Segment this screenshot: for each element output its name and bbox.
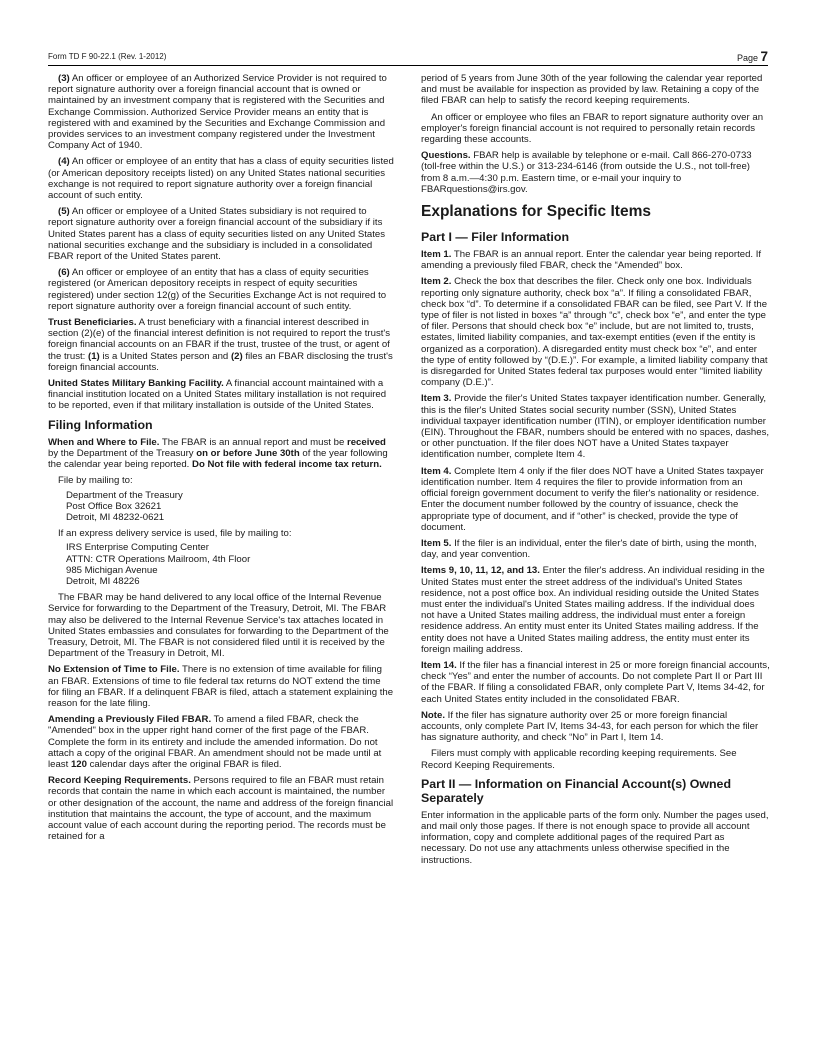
page-header (48, 49, 768, 66)
paragraph-trust-beneficiaries: Trust Beneficiaries. A trust beneficiary with a financial interest described in section (2)(e) of the financial interest definition is not required to report the trust's foreign financial accounts on an FBAR if the trust, trustee of the trust, or agent of the trust: (1) is a United States person and (2) files an FBAR disclosing the trust's foreign financial accounts. (48, 317, 393, 373)
paragraph-exemption-6: (6) An officer or employee of an entity that has a class of equity securities registered (or American depository receipts in respect of equity securities registered) under section 12(g) of the Securities Exchange Act is not required to report signature authority over a foreign financial account of such entity. (48, 267, 387, 312)
paragraph-item-4: Item 4. Complete Item 4 only if the filer does NOT have a United States taxpayer identification number. Item 4 requires the filer to provide information from an official foreign government document to verify the filer's nationality or residence. Enter the document number followed by the country of issuance, check the appropriate type of document, and if “other” is checked, provide the type of document. (421, 465, 764, 533)
paragraph-filers-comply: Filers must comply with applicable recording keeping requirements. See Record Keeping Requirements. (421, 748, 737, 771)
right-column (421, 73, 770, 871)
page-number: Page 7 (736, 49, 768, 64)
paragraph-authorized-service-provider: (3) An officer or employee of an Authorized Service Provider is not required to report signature authority over a foreign financial account that is owned or maintained by an investment company that is registered with the Securities and Exchange Commission. Authorized Service Provider means an entity that is registered with and examined by the Securities and Exchange Commission and provides services to an investment company registered under the Investment Company Act of 1940. (48, 73, 387, 152)
paragraph-item-1: Item 1. The FBAR is an annual report. Enter the calendar year being reported. If amending a previously filed FBAR, check the “Amended” box. (421, 249, 762, 272)
paragraph-no-extension: No Extension of Time to File. There is no extension of time available for filing an FBAR. Extensions of time to file federal tax returns do NOT extend the time for filing an FBAR. If a delinquent FBAR is filed, attach a statement explaining the reason for the late filing. (48, 664, 394, 709)
paragraph-item-3: Item 3. Provide the filer's United States taxpayer identification number. Generally, this is the filer's United States social security number (SSN), United States individual taxpayer identification number (ITIN), or employer identification number (EIN). Throughout the FBAR, numbers should be entered with no spaces, dashes, or other punctuation. If the filer does NOT have a United States taxpayer identification number, complete Item 4. (421, 393, 770, 461)
mail-intro: File by mailing to: (58, 475, 133, 487)
paragraph-record-keeping: Record Keeping Requirements. Persons required to file an FBAR must retain records that contain the name in which each account is maintained, the number or other designation of the account, the name and address of the foreign financial institution that maintains the account, the type of account, and the maximum account value of each account during the reporting period. The records must be retained for a (48, 775, 394, 843)
paragraph-exemption-4: (4) An officer or employee of an entity that has a class of equity securities listed (or American depository receipts listed) on any United States national securities exchange is not required to report signature authority over a foreign financial account of such entity. (48, 156, 394, 202)
paragraph-exemption-5: (5) An officer or employee of a United States subsidiary is not required to report signature authority over a foreign financial account of the subsidiary if its United States parent has a class of equity securities listed on any United States national securities exchange and the subsidiary is included in a consolidated FBAR report of the United States parent. (48, 206, 386, 263)
paragraph-questions: Questions. FBAR help is available by telephone or e-mail. Call 866-270-0733 (toll-free within the U.S.) or 313-234-6146 (from outside the U.S., not toll-free) from 8 a.m.—4:30 p.m. Eastern time, or e-mail your inquiry to FBARquestions@irs.gov. (421, 150, 752, 195)
paragraph-record-keeping-continued: period of 5 years from June 30th of the year following the calendar year reported and must be available for inspection as provided by law. Retaining a copy of the filed FBAR can help to satisfy the record keeping requirements. (421, 73, 763, 107)
form-identifier: Form TD F 90-22.1 (Rev. 1-2012) (48, 52, 167, 61)
filing-information-heading: Filing Information (48, 417, 153, 432)
left-column (48, 73, 394, 847)
express-delivery-address: IRS Enterprise Computing Center ATTN: CTR Operations Mailroom, 4th Floor 985 Michigan Avenue Detroit, MI 48226 (66, 542, 251, 587)
treasury-mailing-address: Department of the Treasury Post Office Box 32621 Detroit, MI 48232-0621 (66, 489, 183, 523)
paragraph-hand-delivery: The FBAR may be hand delivered to any local office of the Internal Revenue Service for forwarding to the Department of the Treasury, Detroit, MI. The FBAR may also be delivered to the Internal Revenue Service's tax attaches located in United States embassies and consulates for forwarding to the Department of the Treasury, Detroit, MI. The FBAR is not considered filed until it is received by the Department of the Treasury in Detroit, MI. (48, 592, 389, 660)
paragraph-part-2: Enter information in the applicable parts of the form only. Number the pages used, and mail only those pages. If there is not enough space to provide all account information, copy and complete additional pages of the required Part as necessary. Do not use any attachments unless otherwise specified in the instructions. (421, 809, 769, 866)
paragraph-amending-fbar: Amending a Previously Filed FBAR. To amend a filed FBAR, check the "Amended" box in the upper right hand corner of the first page of the FBAR. Complete the form in its entirety and include the amended information. Do not attach a copy of the original FBAR. An amendment should not be made until at least 120 calendar days after the original FBAR is filed. (48, 714, 382, 770)
explanations-heading: Explanations for Specific Items (421, 203, 651, 221)
paragraph-item-2: Item 2. Check the box that describes the filer. Check only one box. Individuals reporting only signature authority, check box “a”. If filing a consolidated FBAR, check box “d”. To determine if a consolidated FBAR can be filed, see Part V. If the type of filer is not listed in boxes “a” through “c”, check box “e”, and enter the type of filer. Persons that should check box “e” include, but are not limited to, trusts, estates, limited liability companies, and tax-exempt entities (even if the entity is organized as a corporation). A disregarded entity must check box “e”, and enter the type of entity followed by “(D.E.)”. For example, a limited liability company that is disregarded for United States federal tax purposes would enter “limited liability company (D.E.)”. (421, 276, 768, 389)
paragraph-item-5: Item 5. If the filer is an individual, enter the filer's date of birth, using the month, day, and year convention. (421, 537, 757, 561)
paragraph-item-14: Item 14. If the filer has a financial interest in 25 or more foreign financial accounts, check “Yes” and enter the number of accounts. Do not complete Part II or Part III of the FBAR. If filing a consolidated FBAR, only complete Part V, Items 34-42, for each United States entity included in the consolidated FBAR. (421, 659, 770, 705)
express-delivery-intro: If an express delivery service is used, file by mailing to: (58, 528, 292, 540)
paragraph-items-9-13: Items 9, 10, 11, 12, and 13. Enter the filer's address. An individual residing in the United States must enter the street address of the individual's United States residence, not a post office box. An individual residing outside the United States must enter the individual's United States mailing address. If the individual does not have a United States mailing address, the individual must enter a foreign residence address. An entity must enter its United States mailing address. If the entity does not have a United States mailing address, the entity must enter its foreign mailing address. (421, 565, 765, 655)
part-1-heading: Part I — Filer Information (421, 230, 570, 245)
paragraph-note: Note. If the filer has signature authority over 25 or more foreign financial accounts, only complete Part IV, Items 34-43, for each person for which the filer has signature authority, and check “No” in Part I, Item 14. (421, 709, 759, 744)
paragraph-when-where-to-file: When and Where to File. The FBAR is an annual report and must be received by the Department of the Treasury on or before June 30th of the year following the calendar year being reported. Do Not file with federal income tax return. (48, 436, 388, 471)
paragraph-military-banking: United States Military Banking Facility. A financial account maintained with a financial institution located on a United States military installation is not required to be reported, even if that military installation is outside of the United States. (48, 378, 387, 412)
paragraph-officer-records: An officer or employee who files an FBAR to report signature authority over an employer's foreign financial account is not required to personally retain records regarding these accounts. (421, 111, 764, 146)
part-2-heading: Part II — Information on Financial Account(s) Owned Separately (421, 776, 732, 805)
